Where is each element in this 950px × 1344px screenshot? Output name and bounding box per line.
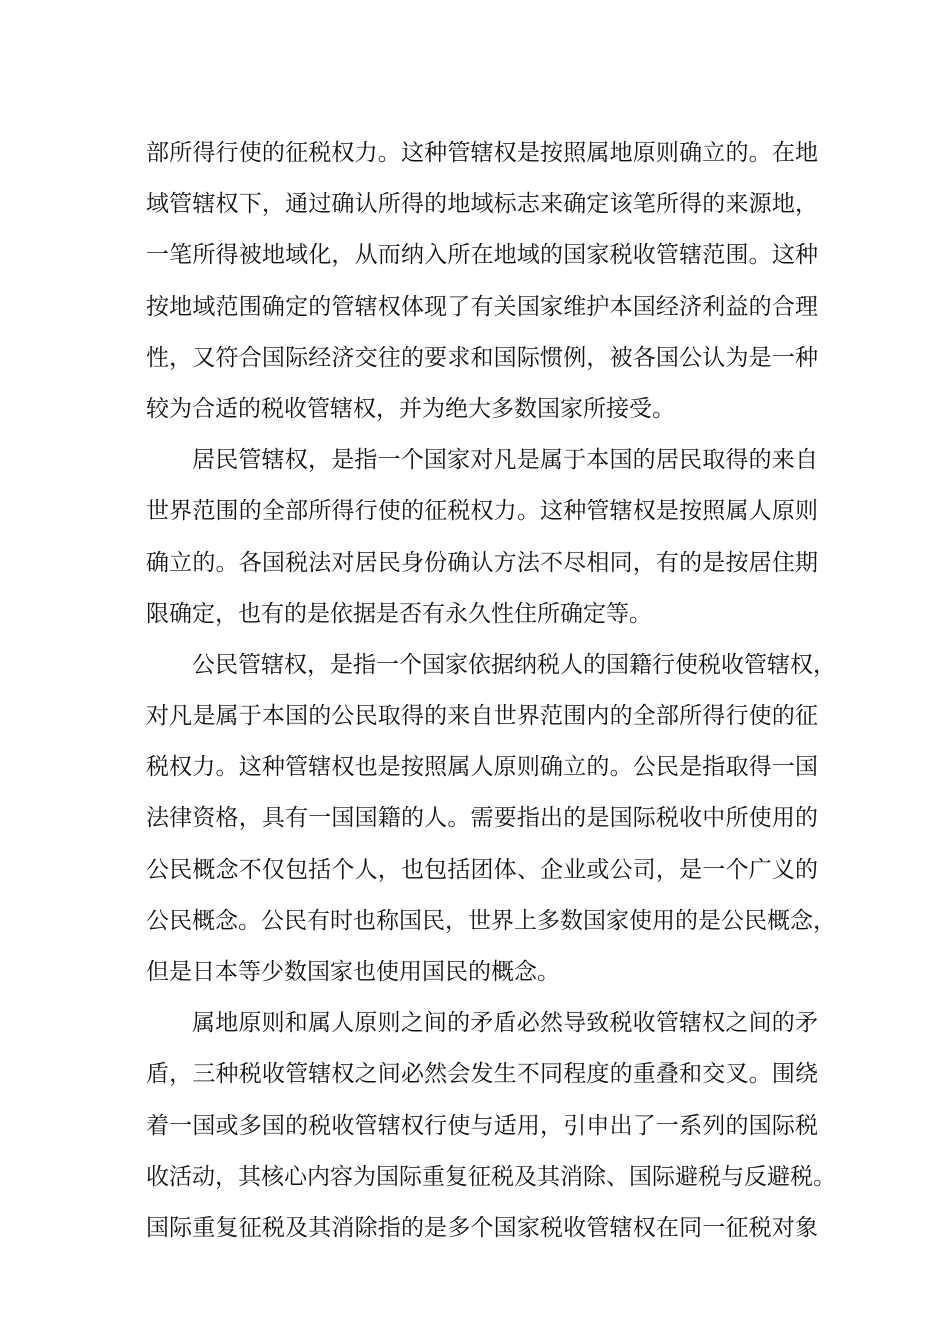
text-line: 公民概念不仅包括个人，也包括团体、企业或公司，是一个广义的: [146, 856, 818, 883]
text-line: 公民概念。公民有时也称国民，世界上多数国家使用的是公民概念，: [146, 907, 836, 934]
text-line: 确立的。各国税法对居民身份确认方法不尽相同，有的是按居住期: [146, 549, 818, 576]
text-line: 部所得行使的征税权力。这种管辖权是按照属地原则确立的。在地: [146, 140, 818, 166]
text-line: 法律资格，具有一国国籍的人。需要指出的是国际税收中所使用的: [146, 805, 818, 832]
text-line: 限确定，也有的是依据是否有永久性住所确定等。: [146, 600, 652, 627]
text-line: 世界范围的全部所得行使的征税权力。这种管辖权是按照属人原则: [146, 498, 818, 525]
text-line: 但是日本等少数国家也使用国民的概念。: [146, 959, 560, 985]
text-line: 性，又符合国际经济交往的要求和国际惯例，被各国公认为是一种: [146, 344, 818, 371]
text-line: 域管辖权下，通过确认所得的地域标志来确定该笔所得的来源地，: [146, 191, 818, 218]
text-line: 税权力。这种管辖权也是按照属人原则确立的。公民是指取得一国: [146, 754, 818, 781]
text-line: 属地原则和属人原则之间的矛盾必然导致税收管辖权之间的矛: [192, 1010, 818, 1037]
text-line: 居民管辖权，是指一个国家对凡是属于本国的居民取得的来自: [192, 447, 818, 474]
text-line: 着一国或多国的税收管辖权行使与适用，引申出了一系列的国际税: [146, 1112, 818, 1139]
text-line: 国际重复征税及其消除指的是多个国家税收管辖权在同一征税对象: [146, 1214, 818, 1241]
text-line: 对凡是属于本国的公民取得的来自世界范围内的全部所得行使的征: [146, 703, 818, 730]
text-line: 公民管辖权，是指一个国家依据纳税人的国籍行使税收管辖权，: [192, 651, 836, 678]
text-line: 一笔所得被地域化，从而纳入所在地域的国家税收管辖范围。这种: [146, 242, 818, 269]
text-line: 较为合适的税收管辖权，并为绝大多数国家所接受。: [146, 395, 675, 422]
text-line: 按地域范围确定的管辖权体现了有关国家维护本国经济利益的合理: [146, 293, 818, 320]
text-line: 收活动，其核心内容为国际重复征税及其消除、国际避税与反避税。: [146, 1163, 836, 1190]
body-text: [146, 128, 836, 1254]
text-line: 盾，三种税收管辖权之间必然会发生不同程度的重叠和交叉。围绕: [146, 1061, 818, 1088]
